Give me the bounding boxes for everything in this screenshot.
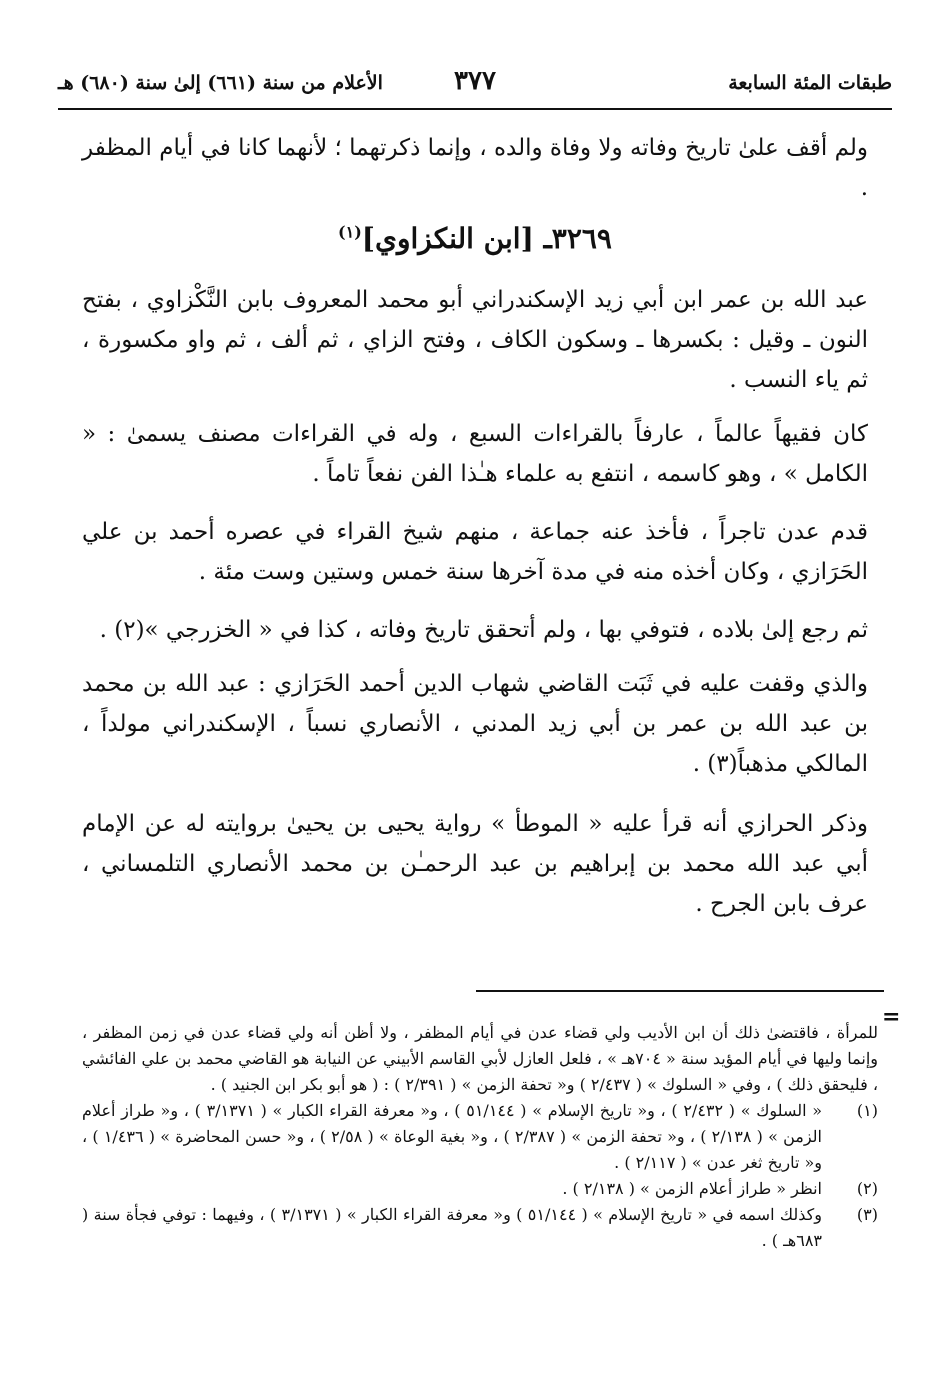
paragraph-text: ثم رجع إلىٰ بلاده ، فتوفي بها ، ولم أتحقق تاريخ وفاته ، كذا في « الخزرجي »(٢) . (99, 617, 868, 643)
footnote-text: « السلوك » ( ٢/٤٣٢ ) ، و« تاريخ الإسلام » ( ٥١/١٤٤ ) ، و« معرفة القراء الكبار » ( ٣/١٣٧١ ) ، و« طراز أعلام الزمن » ( ٢/١٣٨ ) ، و« تحفة الزمن » ( ٢/٣٨٧ ) ، و« بغية الوعاة » ( ٢/٥٨ ) ، و« حسن المحاضرة » ( ١/٤٣٦ ) ، و« تاريخ ثغر عدن » ( ٢/١١٧ ) . (82, 1101, 823, 1172)
entry-heading-ref: (١) (338, 222, 362, 242)
paragraph-text: عبد الله بن عمر ابن أبي زيد الإسكندراني أبو محمد المعروف بابن النَّكْزاوي ، بفتح النون ـ وقيل : بكسرها ـ وسكون الكاف ، وفتح الزاي ، ثم ألف ، ثم واو مكسورة ، ثم ياء النسب . (82, 287, 868, 393)
intro-line (82, 128, 868, 208)
entry-paragraph-1 (82, 280, 868, 400)
footnote-number: (١) (856, 1101, 878, 1120)
continuation-mark: = (882, 1004, 901, 1030)
footnote-1 (82, 1098, 878, 1176)
intro-paragraph: ولم أقف علىٰ تاريخ وفاته ولا وفاة والده ، وإنما ذكرتهما ؛ لأنهما كانا في أيام المظفر . (82, 135, 868, 201)
running-header (58, 64, 892, 104)
header-rule (58, 108, 892, 110)
footnote-3 (82, 1202, 878, 1254)
header-date-range: الأعلام من سنة (٦٦١) إلىٰ سنة (٦٨٠) هـ (58, 72, 383, 94)
paragraph-text: والذي وقفت عليه في ثَبَت القاضي شهاب الدين أحمد الحَرَازي : عبد الله بن محمد بن عبد الله بن عمر بن أبي زيد المدني ، الأنصاري نسباً ، الإسكندراني مولداً ، المالكي مذهباً(٣) . (82, 671, 868, 777)
entry-paragraph-4 (82, 610, 868, 650)
entry-heading-text: ٣٢٦٩ـ [ابن النكزاوي] (361, 222, 612, 255)
paragraph-text: قدم عدن تاجراً ، فأخذ عنه جماعة ، منهم شيخ القراء في عصره أحمد بن علي الحَرَازي ، وكان أخذه منه في مدة آخرها سنة خمس وستين وست مئة . (82, 519, 868, 585)
header-section-title: طبقات المئة السابعة (728, 72, 892, 94)
footnote-number: (٢) (856, 1179, 878, 1198)
entry-paragraph-3 (82, 512, 868, 592)
entry-paragraph-6 (82, 804, 868, 924)
footnote-text: وكذلك اسمه في « تاريخ الإسلام » ( ٥١/١٤٤ ) و« معرفة القراء الكبار » ( ٣/١٣٧١ ) ، وفيهما : توفي فجأة سنة ( ٦٨٣هـ ) . (82, 1205, 823, 1250)
footnote-continuation: للمرأة ، فاقتضىٰ ذلك أن ابن الأديب ولي قضاء عدن في أيام المظفر ، ولا أظن أنه ولي قضاء عدن في زمن المظفر ، وإنما وليها في أيام المؤيد سنة « ٧٠٤هـ » ، فلعل العازل لأبي القاسم الأبيني عن النيابة هو القاضي محمد بن علي الفائشي ، فليحقق ذلك ) ، وفي « السلوك » ( ٢/٤٣٧ ) و« تحفة الزمن » ( ٢/٣٩١ ) : ( هو أبو بكر ابن الجنيد ) . (82, 1023, 879, 1094)
footnote-text: انظر « طراز أعلام الزمن » ( ٢/١٣٨ ) . (562, 1179, 822, 1198)
footnotes (82, 1020, 878, 1254)
paragraph-text: كان فقيهاً عالماً ، عارفاً بالقراءات السبع ، وله في القراءات مصنف يسمىٰ : « الكامل » ، وهو كاسمه ، انتفع به علماء هـٰذا الفن نفعاً تاماً . (82, 421, 868, 487)
entry-heading (82, 222, 868, 255)
footnote-2 (82, 1176, 878, 1202)
entry-paragraph-5 (82, 664, 868, 784)
footnote-number: (٣) (856, 1205, 878, 1224)
footnote-rule (476, 990, 884, 992)
paragraph-text: وذكر الحرازي أنه قرأ عليه « الموطأ » رواية يحيى بن يحيىٰ بروايته له عن الإمام أبي عبد الله محمد بن إبراهيم بن عبد الرحمـٰن بن محمد الأنصاري التلمساني ، عرف بابن الجرح . (82, 811, 868, 917)
page-number: ٣٧٧ (454, 66, 496, 96)
entry-paragraph-2 (82, 414, 868, 494)
